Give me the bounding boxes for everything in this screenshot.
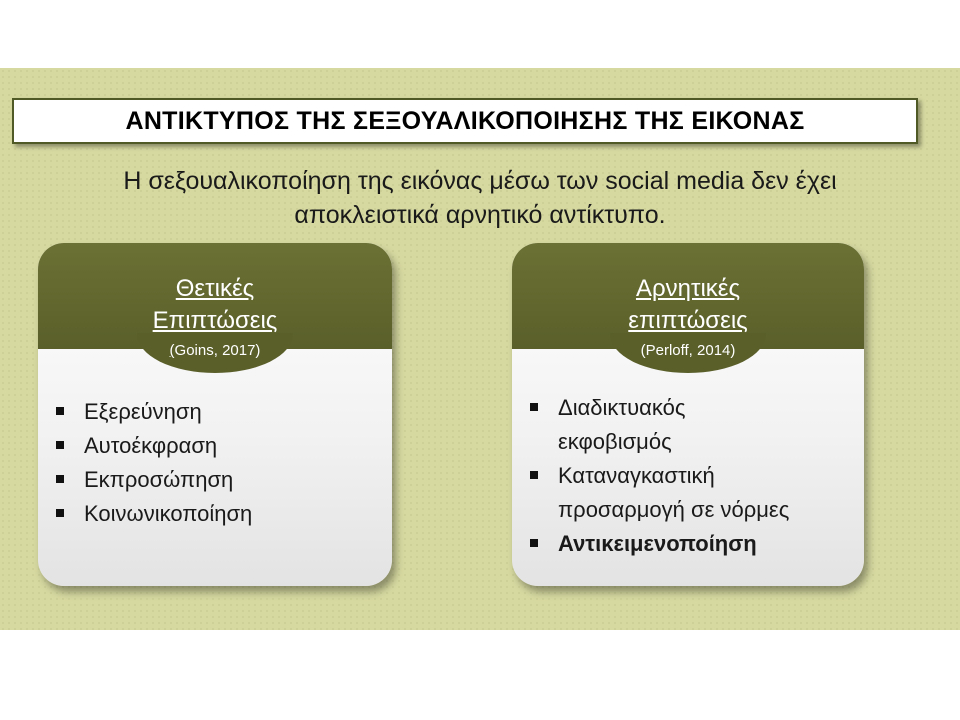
- list-item-line-1: Καταναγκαστική: [558, 463, 715, 488]
- negative-effects-card: [512, 243, 864, 586]
- list-item: [528, 391, 864, 459]
- list-item-label: Αυτοέκφραση: [84, 433, 218, 458]
- card-title-line-1: Αρνητικές: [635, 275, 741, 302]
- card-title: [512, 273, 864, 337]
- bullet-list: [512, 391, 864, 561]
- citation: (Perloff, 2014): [640, 342, 736, 359]
- list-item-line-1: Διαδικτυακός: [558, 395, 686, 420]
- list-item-label: Κοινωνικοποίηση: [84, 501, 253, 526]
- bullet-square-icon: [530, 539, 538, 547]
- bullet-square-icon: [56, 441, 64, 449]
- card-title-line-2: Επιπτώσεις: [152, 307, 278, 334]
- list-item: [54, 463, 392, 497]
- title-box: [12, 98, 918, 144]
- card-title-line-2: επιπτώσεις: [628, 307, 748, 334]
- bullet-square-icon: [530, 403, 538, 411]
- list-item: [54, 395, 392, 429]
- bullet-square-icon: [56, 475, 64, 483]
- citation-open-paren: (: [169, 342, 175, 359]
- list-item-label: Εξερεύνηση: [84, 399, 202, 424]
- list-item: [54, 429, 392, 463]
- list-item-label: Εκπροσώπηση: [84, 467, 234, 492]
- bullet-list: [38, 395, 392, 531]
- subtitle-line-1: Η σεξουαλικοποίηση της εικόνας μέσω των social media δεν έχει: [123, 167, 837, 195]
- list-item: [528, 527, 864, 561]
- list-item-line-1: Αντικειμενοποίηση: [558, 531, 757, 556]
- citation-text: Goins, 2017): [174, 342, 261, 359]
- citation: [38, 342, 392, 359]
- list-item-line-2: προσαρμογή σε νόρμες: [558, 497, 790, 522]
- list-item: [54, 497, 392, 531]
- bullet-square-icon: [56, 509, 64, 517]
- card-title: [38, 273, 392, 337]
- list-item: [528, 459, 864, 527]
- card-title-line-1: Θετικές: [175, 275, 255, 302]
- positive-effects-card: [38, 243, 392, 586]
- subtitle: [40, 164, 920, 232]
- list-item-line-2: εκφοβισμός: [558, 429, 672, 454]
- slide-title: ΑΝΤΙΚΤΥΠΟΣ ΤΗΣ ΣΕΞΟΥΑΛΙΚΟΠΟΙΗΣΗΣ ΤΗΣ ΕΙΚΟΝΑΣ: [125, 106, 805, 135]
- bullet-square-icon: [56, 407, 64, 415]
- bullet-square-icon: [530, 471, 538, 479]
- subtitle-line-2: αποκλειστικά αρνητικό αντίκτυπο.: [294, 201, 666, 229]
